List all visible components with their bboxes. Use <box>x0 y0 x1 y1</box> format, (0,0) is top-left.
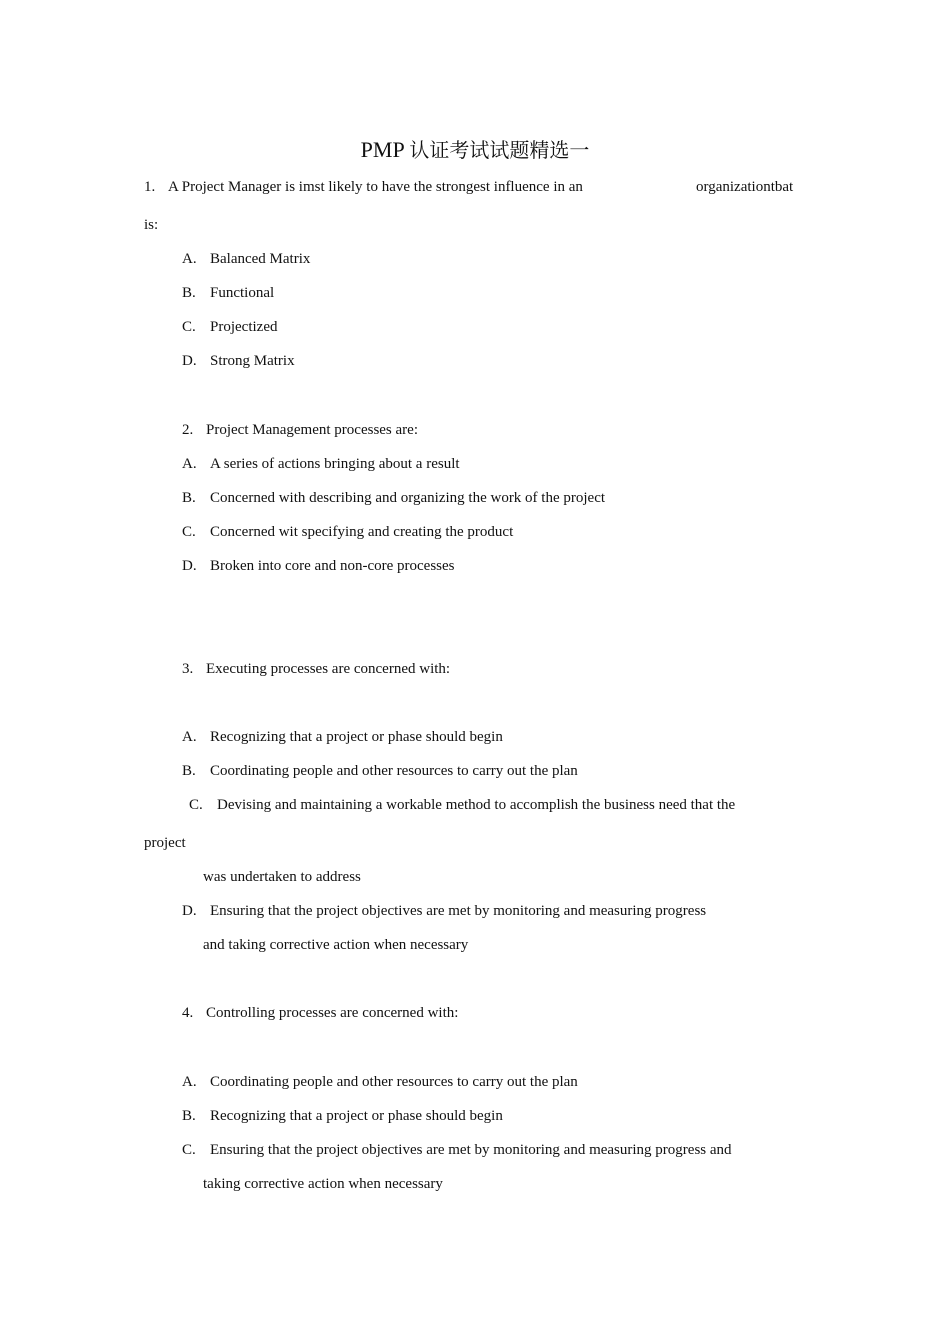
q1-option-a <box>182 250 310 268</box>
q3-option-c-continued: was undertaken to address <box>203 869 361 885</box>
option-label: C. <box>182 319 196 335</box>
question-1-text-wrap: is: <box>144 217 159 233</box>
option-text: Concerned wit specifying and creating the product <box>210 524 514 540</box>
q4-option-b <box>182 1107 503 1125</box>
option-label: C. <box>182 524 196 540</box>
option-text: Recognizing that a project or phase should begin <box>210 729 503 745</box>
option-label: B. <box>182 490 196 506</box>
option-text: Broken into core and non-core processes <box>210 558 455 574</box>
option-text: Coordinating people and other resources to carry out the plan <box>210 763 578 779</box>
option-label: B. <box>182 1108 196 1124</box>
option-label: A. <box>182 729 197 745</box>
option-label: A. <box>182 1074 197 1090</box>
q2-option-a <box>182 455 460 473</box>
q3-option-c-wrap: project <box>144 835 186 851</box>
q2-option-d <box>182 557 455 575</box>
option-text: Balanced Matrix <box>210 251 311 267</box>
option-label: A. <box>182 456 197 472</box>
question-text: Project Management processes are: <box>206 422 418 438</box>
q3-option-a <box>182 728 503 746</box>
question-text: Controlling processes are concerned with: <box>206 1005 459 1021</box>
q2-option-c <box>182 523 513 541</box>
question-text: A Project Manager is imst likely to have the strongest influence in an <box>168 179 583 195</box>
question-2 <box>182 421 418 439</box>
option-label: A. <box>182 251 197 267</box>
q3-option-c <box>189 796 735 814</box>
option-label: B. <box>182 763 196 779</box>
q3-option-d <box>182 902 706 920</box>
page-title <box>0 136 950 164</box>
q1-option-d <box>182 352 295 370</box>
question-1-text-continued: organizationtbat <box>696 179 794 195</box>
option-text: Devising and maintaining a workable method to accomplish the business need that the <box>217 797 736 813</box>
question-3 <box>182 660 450 678</box>
question-number: 3. <box>182 661 194 677</box>
q1-option-c <box>182 318 277 336</box>
option-label: D. <box>182 558 197 574</box>
option-text: Strong Matrix <box>210 353 295 369</box>
question-number: 4. <box>182 1005 194 1021</box>
question-number: 1. <box>144 179 156 195</box>
q3-option-b <box>182 762 578 780</box>
question-number: 2. <box>182 422 194 438</box>
option-label: D. <box>182 903 197 919</box>
option-text: Ensuring that the project objectives are met by monitoring and measuring progress and <box>210 1142 732 1158</box>
option-text: Ensuring that the project objectives are met by monitoring and measuring progress <box>210 903 707 919</box>
option-text: Functional <box>210 285 275 301</box>
option-text: Projectized <box>210 319 278 335</box>
q3-option-d-continued: and taking corrective action when necessary <box>203 937 469 953</box>
q4-option-c-continued: taking corrective action when necessary <box>203 1176 443 1192</box>
option-label: C. <box>182 1142 196 1158</box>
title-cjk: 认证考试试题精选一 <box>409 138 590 162</box>
question-4 <box>182 1004 458 1022</box>
option-label: B. <box>182 285 196 301</box>
title-latin: PMP <box>360 137 410 162</box>
option-text: Recognizing that a project or phase should begin <box>210 1108 503 1124</box>
q1-option-b <box>182 284 274 302</box>
question-1 <box>144 178 583 196</box>
option-label: C. <box>189 797 203 813</box>
option-text: A series of actions bringing about a result <box>210 456 460 472</box>
q2-option-b <box>182 489 605 507</box>
q4-option-a <box>182 1073 578 1091</box>
option-text: Coordinating people and other resources to carry out the plan <box>210 1074 578 1090</box>
q4-option-c <box>182 1141 732 1159</box>
question-text: Executing processes are concerned with: <box>206 661 451 677</box>
option-label: D. <box>182 353 197 369</box>
option-text: Concerned with describing and organizing the work of the project <box>210 490 606 506</box>
